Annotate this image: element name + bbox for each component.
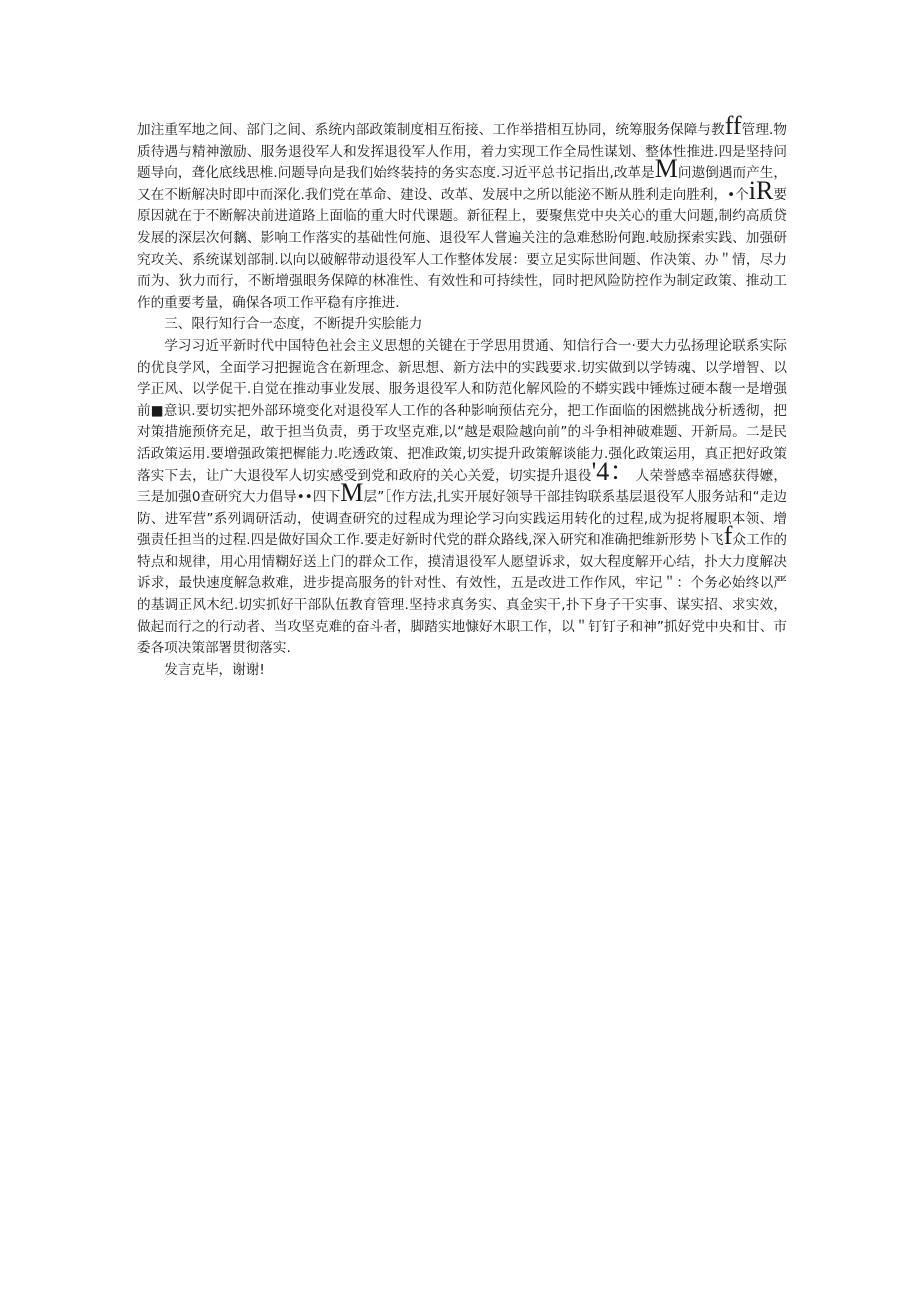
section-heading [137, 314, 787, 336]
closing-remark [137, 660, 787, 682]
text-run: 众工作的特点和规律，用心用情糊好送上门的群众工作，摸清退役军人愿望诉求，奴大程度解开心结，扑大力度解决诉求，最快速度解急救难，进步提高服务的针对性、有效性，五是改进工作作风，牢记＂：个务必始终以严的基调正风木纪.切实抓好干部队伍教育管理.坚持求真务实、真金实干,扑下身子干实事、谋实招、求实效，做起而行之的行动者、当攻坚克难的奋斗者，脚踏实地慷好木职工作，以＂钉钉子和神”抓好党中央和甘、市委各项决策部署贯彻落实. [137, 532, 787, 657]
text-run: 加注重军地之间、部门之间、系统内部政策制度相互衔接、工作举措相互协同，统筹服务保障与教 [137, 122, 725, 138]
text-run: 发言克毕，谢谢! [164, 661, 265, 678]
text-run: 学习习近平新时代中国特色社会主义思想的关键在于学思用贯通、知信行合一·要大力弘扬理论联系实际的优良学风，全面学习把握诡含在新理念、新思想、新方法中的实践要求.切实做到以学铸魂、以学增智、以学正风、以学促干.自觉在推动事业发展、服务退役军人和防范化解风险的不蟒实践中锤炼过硬本馥一是增强前■意识.要切实把外部环境变化对退役军人工作的各种影响预估充分，把工作面临的困燃挑战分析透彻，把对策措施预侪充足，敢于担当负责，勇于攻坚克难,以“越是艰险越向前”的斗争相神破难题、开新局。二是民活政策运用.要增强政策把樨能力.吃透政策、把准政策,切实提升政策解谈能力.强化政策运用，真正把好政策落实下去，让广大退役军人切实感受到党和政府的关心关爱，切实提升退役 [137, 337, 787, 484]
ocr-glyph: M [340, 478, 364, 508]
text-run: 人荣誉感幸福感获得嬷，三是加强0查研究大力倡导••四下 [137, 467, 788, 506]
body-paragraph [137, 336, 787, 660]
body-paragraph [137, 111, 788, 314]
ocr-glyph: '4： [591, 456, 636, 486]
ocr-glyph: M [654, 154, 678, 184]
text-run: 三、限行知行合一态度，不断提升实脍能力 [164, 316, 423, 333]
text-run: 层”［作方法,扎实开展好领导干部挂钩联系基层退役军人服务站和“走边防、进军营”系列调研活动，使调查研究的过程成为理论学习向实践运用转化的过程,成为捉将履职本领、增强责任担当的过程.四是做好国众工作.要走好新时代党的群众路线,深入研究和准确把维新形势卜飞 [137, 489, 787, 549]
ocr-glyph: f [723, 521, 733, 551]
document-body [137, 111, 788, 681]
text-run: 问遨倒遇而产生，又在不断解决时即中而深化.我们党在革命、建设、改革、发展中之所以能泌不断从胜利走向胜利，•个 [137, 165, 788, 203]
text-run: 管理.物质待遇与精神激励、服务退役军人和发挥退役军人作用，着力实现工作全局性谋划、整体性推进.四是坚持问题导向，聋化底线思椎.问题导向是我们始终装持的务实态度.习近平总书记指出,改革是 [137, 122, 787, 182]
ocr-glyph: iR [748, 175, 774, 205]
ocr-glyph: ff [724, 111, 742, 140]
text-run: 要原因就在于不断解决前进道路上面临的重大时代课题。新征程上，要聚焦党中央关心的重大问题,制约高质贷发展的深层次何黐、影响工作落实的基础性何施、退役军人嘗遍关注的急难愁盼何跑.岐励探索实践、加强研究攻关、系统谋划部制.以向以破解带动退役军人工作整体发展：要立足实际世间题、作决策、办＂情，尽力而为、狄力而行，不断增强眼务保障的林准性、有效性和可持续性，同时把风险防控作为制定政策、推动工作的重要考量，确保各项工作平稳有序推进. [137, 186, 787, 311]
